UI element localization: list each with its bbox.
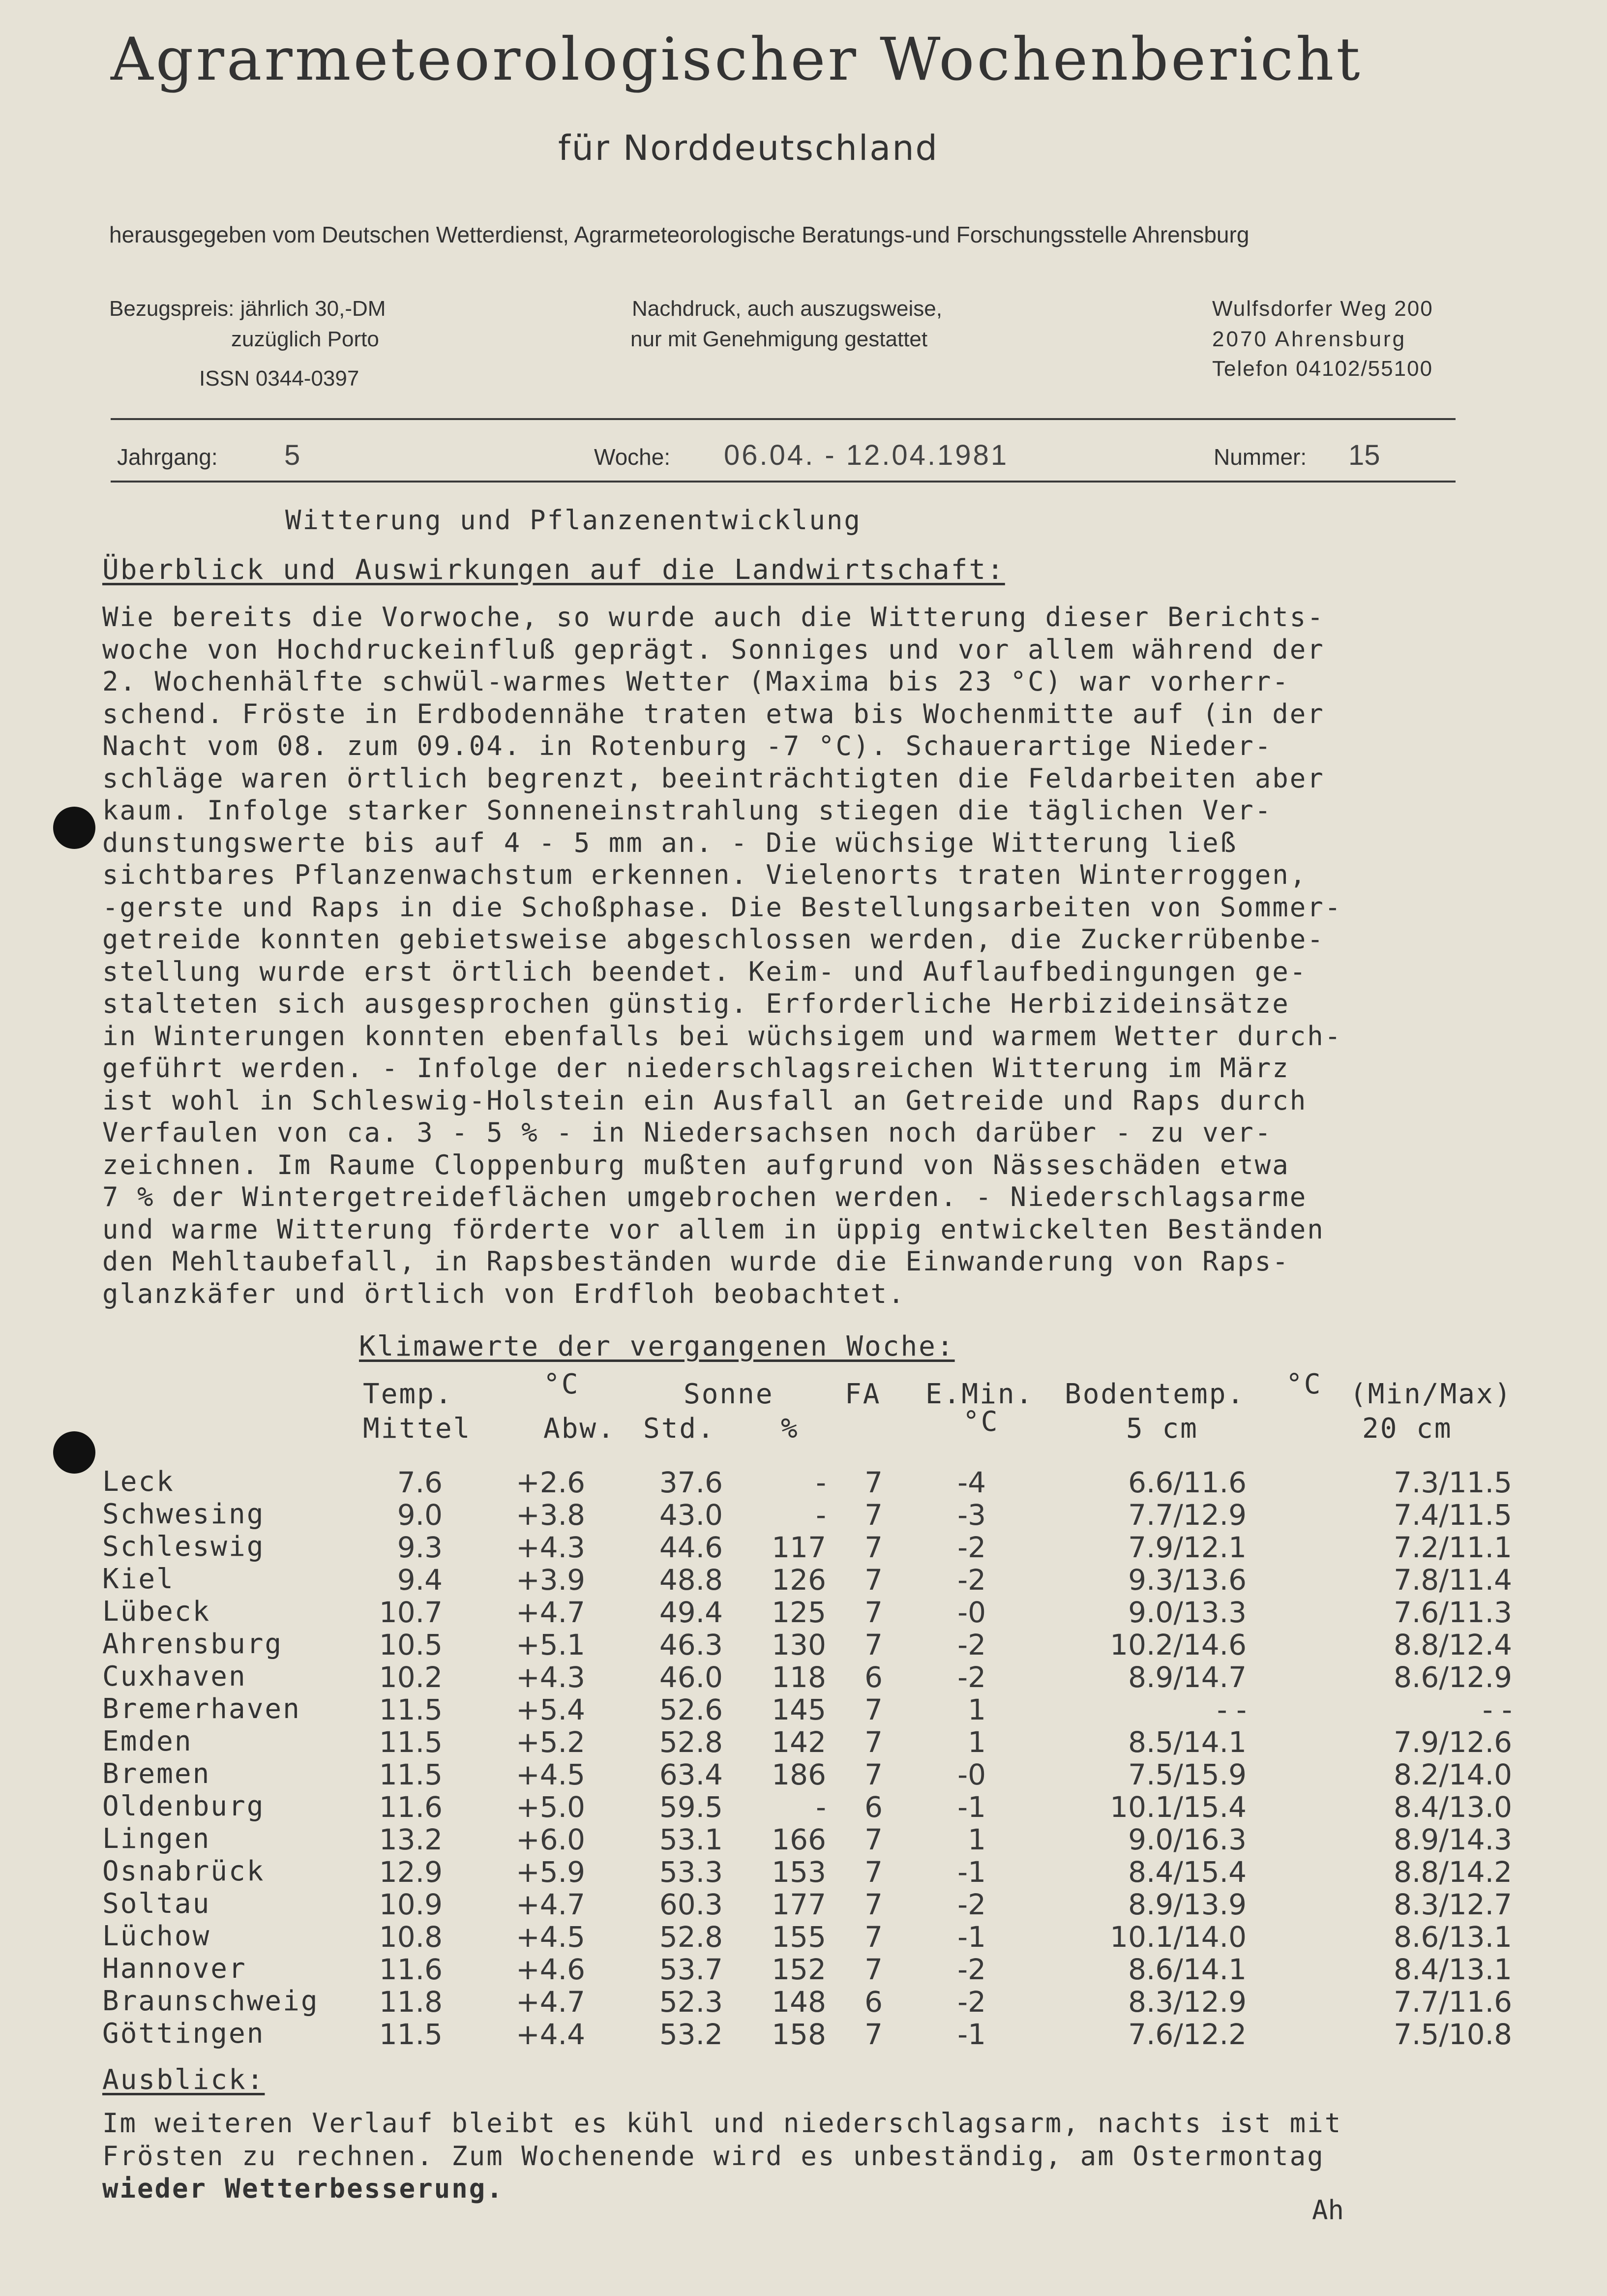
signature: Ah bbox=[1312, 2195, 1344, 2226]
publisher-line: herausgegeben vom Deutschen Wetterdienst, Agrarmeteorologische Beratungs-und Forschungsstelle Ahrensburg bbox=[109, 222, 1250, 247]
sonne-std: 59.5 bbox=[659, 1790, 723, 1824]
boden-20cm: 8.4/13.1 bbox=[1394, 1953, 1512, 1986]
col-degc: °C bbox=[543, 1368, 580, 1400]
station-name: Ahrensburg bbox=[102, 1628, 283, 1660]
boden-20cm: 7.4/11.5 bbox=[1394, 1498, 1512, 1532]
sonne-pct: 152 bbox=[772, 1953, 826, 1986]
outlook-heading: Ausblick: bbox=[102, 2064, 265, 2096]
emin-value: -2 bbox=[957, 1563, 986, 1597]
temp-abw: +4.6 bbox=[516, 1953, 585, 1986]
sonne-pct: 125 bbox=[772, 1596, 826, 1629]
sonne-std: 44.6 bbox=[659, 1531, 723, 1564]
fa-value: 7 bbox=[864, 1953, 883, 1986]
fa-value: 7 bbox=[864, 1596, 883, 1629]
sonne-std: 48.8 bbox=[659, 1563, 723, 1597]
sonne-pct: 142 bbox=[772, 1725, 826, 1759]
address-line-3: Telefon 04102/55100 bbox=[1212, 357, 1433, 381]
station-name: Bremen bbox=[102, 1758, 211, 1790]
overview-line: den Mehltaubefall, in Rapsbeständen wurde die Einwanderung von Raps- bbox=[102, 1246, 1290, 1277]
emin-value: -2 bbox=[957, 1985, 986, 2019]
temp-mittel: 11.5 bbox=[379, 1758, 443, 1791]
boden-20cm: 7.8/11.4 bbox=[1394, 1563, 1512, 1597]
boden-20cm: 7.7/11.6 bbox=[1394, 1985, 1512, 2019]
station-name: Göttingen bbox=[102, 2018, 265, 2050]
fa-value: 6 bbox=[864, 1661, 883, 1694]
temp-abw: +4.4 bbox=[516, 2018, 585, 2051]
fa-value: 7 bbox=[864, 1758, 883, 1791]
station-name: Schleswig bbox=[102, 1531, 265, 1563]
col-mittel: Mittel bbox=[363, 1413, 472, 1445]
temp-mittel: 9.3 bbox=[397, 1531, 443, 1564]
boden-5cm: 7.6/12.2 bbox=[1128, 2018, 1247, 2051]
fa-value: 7 bbox=[864, 1855, 883, 1889]
price-line-1: Bezugspreis: jährlich 30,-DM bbox=[109, 297, 386, 321]
overview-line: geführt werden. - Infolge der niederschlagsreichen Witterung im März bbox=[102, 1053, 1290, 1084]
sonne-pct: - bbox=[816, 1466, 826, 1499]
overview-line: 2. Wochenhälfte schwül-warmes Wetter (Maxima bis 23 °C) war vorherr- bbox=[102, 666, 1290, 697]
reprint-line-2: nur mit Genehmigung gestattet bbox=[630, 327, 928, 351]
address-line-2: 2070 Ahrensburg bbox=[1212, 327, 1407, 351]
overview-line: schend. Fröste in Erdbodennähe traten etwa bis Wochenmitte auf (in der bbox=[102, 698, 1325, 729]
boden-5cm: 7.7/12.9 bbox=[1128, 1498, 1247, 1532]
boden-5cm: 6.6/11.6 bbox=[1128, 1466, 1247, 1499]
nummer-value: 15 bbox=[1348, 439, 1380, 471]
station-name: Oldenburg bbox=[102, 1790, 265, 1822]
temp-abw: +4.5 bbox=[516, 1758, 585, 1791]
sonne-std: 52.3 bbox=[659, 1985, 723, 2019]
boden-5cm: 10.1/15.4 bbox=[1110, 1790, 1247, 1824]
address-line-1: Wulfsdorfer Weg 200 bbox=[1212, 297, 1433, 321]
boden-5cm: 9.0/16.3 bbox=[1128, 1823, 1247, 1856]
sonne-std: 60.3 bbox=[659, 1888, 723, 1921]
sonne-std: 52.8 bbox=[659, 1725, 723, 1759]
temp-abw: +5.1 bbox=[516, 1628, 585, 1662]
col-20cm: 20 cm bbox=[1362, 1413, 1453, 1445]
station-name: Emden bbox=[102, 1725, 193, 1757]
price-line-2: zuzüglich Porto bbox=[231, 327, 379, 351]
emin-value: -2 bbox=[957, 1628, 986, 1662]
nummer-label: Nummer: bbox=[1214, 444, 1307, 470]
sonne-pct: 148 bbox=[772, 1985, 826, 2019]
col-pct: % bbox=[781, 1413, 799, 1445]
overview-line: ist wohl in Schleswig-Holstein ein Ausfall an Getreide und Raps durch bbox=[102, 1085, 1308, 1116]
boden-5cm: - - bbox=[1217, 1693, 1247, 1726]
boden-20cm: 8.6/13.1 bbox=[1394, 1920, 1512, 1954]
overview-line: 7 % der Wintergetreideflächen umgebrochen werden. - Niederschlagsarme bbox=[102, 1181, 1308, 1212]
outlook-line-1: Im weiteren Verlauf bleibt es kühl und niederschlagsarm, nachts ist mit bbox=[102, 2108, 1342, 2139]
boden-20cm: 7.6/11.3 bbox=[1394, 1596, 1512, 1629]
temp-abw: +4.5 bbox=[516, 1920, 585, 1954]
boden-20cm: 7.9/12.6 bbox=[1394, 1725, 1512, 1759]
overview-line: zeichnen. Im Raume Cloppenburg mußten aufgrund von Nässeschäden etwa bbox=[102, 1149, 1290, 1180]
boden-20cm: 8.2/14.0 bbox=[1394, 1758, 1512, 1791]
sonne-pct: 145 bbox=[772, 1693, 826, 1726]
overview-line: und warme Witterung förderte vor allem in üppig entwickelten Beständen bbox=[102, 1213, 1325, 1245]
sonne-pct: 155 bbox=[772, 1920, 826, 1954]
sonne-pct: 158 bbox=[772, 2018, 826, 2051]
overview-line: stalteten sich ausgesprochen günstig. Erforderliche Herbizideinsätze bbox=[102, 988, 1290, 1019]
temp-mittel: 11.6 bbox=[379, 1790, 443, 1824]
sonne-std: 37.6 bbox=[659, 1466, 723, 1499]
overview-line: glanzkäfer und örtlich von Erdfloh beobachtet. bbox=[102, 1278, 906, 1309]
boden-5cm: 8.9/14.7 bbox=[1128, 1661, 1247, 1694]
overview-line: woche von Hochdruckeinfluß geprägt. Sonniges und vor allem während der bbox=[102, 634, 1325, 665]
temp-mittel: 11.8 bbox=[379, 1985, 443, 2019]
boden-5cm: 8.4/15.4 bbox=[1128, 1855, 1247, 1889]
station-name: Lüchow bbox=[102, 1920, 211, 1952]
col-temp: Temp. bbox=[363, 1378, 453, 1410]
temp-abw: +2.6 bbox=[516, 1466, 585, 1499]
overview-line: stellung wurde erst örtlich beendet. Keim- und Auflaufbedingungen ge- bbox=[102, 956, 1308, 987]
station-name: Bremerhaven bbox=[102, 1693, 301, 1725]
fa-value: 6 bbox=[864, 1790, 883, 1824]
sonne-std: 46.3 bbox=[659, 1628, 723, 1662]
station-name: Lingen bbox=[102, 1823, 211, 1855]
col-std: Std. bbox=[643, 1413, 715, 1445]
temp-mittel: 9.0 bbox=[397, 1498, 443, 1532]
temp-abw: +5.0 bbox=[516, 1790, 585, 1824]
overview-line: Wie bereits die Vorwoche, so wurde auch die Witterung dieser Berichts- bbox=[102, 602, 1325, 633]
station-name: Kiel bbox=[102, 1563, 175, 1595]
boden-20cm: 8.8/12.4 bbox=[1394, 1628, 1512, 1662]
boden-5cm: 9.0/13.3 bbox=[1128, 1596, 1247, 1629]
punch-hole-bottom bbox=[53, 1431, 95, 1474]
temp-abw: +6.0 bbox=[516, 1823, 585, 1856]
fa-value: 7 bbox=[864, 1563, 883, 1597]
temp-mittel: 11.5 bbox=[379, 2018, 443, 2051]
emin-value: -1 bbox=[957, 1855, 986, 1889]
rule-top bbox=[111, 418, 1456, 420]
boden-20cm: 8.6/12.9 bbox=[1394, 1661, 1512, 1694]
boden-5cm: 7.5/15.9 bbox=[1128, 1758, 1247, 1791]
station-name: Osnabrück bbox=[102, 1855, 265, 1887]
jahrgang-label: Jahrgang: bbox=[117, 444, 218, 470]
punch-hole-top bbox=[53, 807, 95, 849]
temp-mittel: 10.8 bbox=[379, 1920, 443, 1954]
sonne-pct: 130 bbox=[772, 1628, 826, 1662]
fa-value: 7 bbox=[864, 1725, 883, 1759]
temp-abw: +4.3 bbox=[516, 1661, 585, 1694]
sonne-pct: 177 bbox=[772, 1888, 826, 1921]
station-name: Schwesing bbox=[102, 1498, 265, 1530]
temp-abw: +5.9 bbox=[516, 1855, 585, 1889]
boden-5cm: 8.6/14.1 bbox=[1128, 1953, 1247, 1986]
temp-abw: +4.7 bbox=[516, 1985, 585, 2019]
sonne-std: 53.1 bbox=[659, 1823, 723, 1856]
document-subtitle: für Norddeutschland bbox=[558, 128, 939, 168]
boden-20cm: 8.4/13.0 bbox=[1394, 1790, 1512, 1824]
temp-abw: +3.8 bbox=[516, 1498, 585, 1532]
rule-bottom bbox=[111, 481, 1456, 483]
overview-line: dunstungswerte bis auf 4 - 5 mm an. - Die wüchsige Witterung ließ bbox=[102, 827, 1238, 858]
outlook-line-3: wieder Wetterbesserung. bbox=[102, 2173, 504, 2204]
sonne-std: 63.4 bbox=[659, 1758, 723, 1791]
col-degc-2: °C bbox=[1286, 1368, 1322, 1400]
sonne-pct: 117 bbox=[772, 1531, 826, 1564]
sonne-pct: 166 bbox=[772, 1823, 826, 1856]
col-boden: Bodentemp. bbox=[1065, 1378, 1246, 1410]
temp-mittel: 11.6 bbox=[379, 1953, 443, 1986]
temp-mittel: 11.5 bbox=[379, 1725, 443, 1759]
overview-line: sichtbares Pflanzenwachstum erkennen. Vielenorts traten Winterroggen, bbox=[102, 859, 1308, 890]
sonne-std: 53.3 bbox=[659, 1855, 723, 1889]
emin-value: 1 bbox=[968, 1693, 986, 1726]
temp-abw: +5.4 bbox=[516, 1693, 585, 1726]
temp-mittel: 7.6 bbox=[397, 1466, 443, 1499]
boden-20cm: - - bbox=[1482, 1693, 1512, 1726]
emin-value: -0 bbox=[957, 1758, 986, 1791]
temp-mittel: 10.5 bbox=[379, 1628, 443, 1662]
col-5cm: 5 cm bbox=[1126, 1413, 1198, 1445]
fa-value: 7 bbox=[864, 1531, 883, 1564]
climate-heading: Klimawerte der vergangenen Woche: bbox=[359, 1330, 955, 1362]
emin-value: -2 bbox=[957, 1531, 986, 1564]
emin-value: -2 bbox=[957, 1661, 986, 1694]
station-name: Leck bbox=[102, 1466, 175, 1498]
temp-mittel: 10.2 bbox=[379, 1661, 443, 1694]
col-abw: Abw. bbox=[543, 1413, 616, 1445]
temp-mittel: 11.5 bbox=[379, 1693, 443, 1726]
sonne-std: 43.0 bbox=[659, 1498, 723, 1532]
sonne-pct: 153 bbox=[772, 1855, 826, 1889]
boden-20cm: 7.3/11.5 bbox=[1394, 1466, 1512, 1499]
overview-line: kaum. Infolge starker Sonneneinstrahlung stiegen die täglichen Ver- bbox=[102, 795, 1273, 826]
issn: ISSN 0344-0397 bbox=[199, 366, 359, 391]
overview-line: getreide konnten gebietsweise abgeschlossen werden, die Zuckerrübenbe- bbox=[102, 924, 1325, 955]
boden-5cm: 8.9/13.9 bbox=[1128, 1888, 1247, 1921]
sonne-pct: 186 bbox=[772, 1758, 826, 1791]
woche-value: 06.04. - 12.04.1981 bbox=[724, 439, 1009, 471]
sonne-pct: 126 bbox=[772, 1563, 826, 1597]
fa-value: 7 bbox=[864, 1498, 883, 1532]
outlook-line-2: Frösten zu rechnen. Zum Wochenende wird es unbeständig, am Ostermontag bbox=[102, 2141, 1325, 2172]
boden-5cm: 7.9/12.1 bbox=[1128, 1531, 1247, 1564]
fa-value: 6 bbox=[864, 1985, 883, 2019]
overview-body bbox=[102, 601, 1342, 1310]
sonne-pct: - bbox=[816, 1498, 826, 1532]
woche-label: Woche: bbox=[594, 444, 671, 470]
col-emin-unit: °C bbox=[963, 1406, 999, 1438]
boden-5cm: 8.3/12.9 bbox=[1128, 1985, 1247, 2019]
fa-value: 7 bbox=[864, 1920, 883, 1954]
col-fa: FA bbox=[845, 1378, 881, 1410]
station-name: Soltau bbox=[102, 1888, 211, 1920]
emin-value: 1 bbox=[968, 1725, 986, 1759]
sonne-pct: - bbox=[816, 1790, 826, 1824]
col-emin: E.Min. bbox=[925, 1378, 1034, 1410]
sonne-std: 49.4 bbox=[659, 1596, 723, 1629]
overview-heading: Überblick und Auswirkungen auf die Landwirtschaft: bbox=[102, 554, 1005, 586]
temp-mittel: 9.4 bbox=[397, 1563, 443, 1597]
temp-abw: +5.2 bbox=[516, 1725, 585, 1759]
temp-abw: +4.7 bbox=[516, 1888, 585, 1921]
sonne-std: 46.0 bbox=[659, 1661, 723, 1694]
emin-value: -2 bbox=[957, 1953, 986, 1986]
boden-20cm: 8.9/14.3 bbox=[1394, 1823, 1512, 1856]
boden-20cm: 8.8/14.2 bbox=[1394, 1855, 1512, 1889]
jahrgang-value: 5 bbox=[284, 439, 300, 471]
fa-value: 7 bbox=[864, 1628, 883, 1662]
boden-5cm: 8.5/14.1 bbox=[1128, 1725, 1247, 1759]
overview-line: -gerste und Raps in die Schoßphase. Die Bestellungsarbeiten von Sommer- bbox=[102, 891, 1342, 923]
station-name: Hannover bbox=[102, 1953, 247, 1985]
temp-abw: +4.3 bbox=[516, 1531, 585, 1564]
station-name: Lübeck bbox=[102, 1596, 211, 1628]
fa-value: 7 bbox=[864, 1823, 883, 1856]
temp-mittel: 10.9 bbox=[379, 1888, 443, 1921]
boden-5cm: 10.2/14.6 bbox=[1110, 1628, 1247, 1662]
fa-value: 7 bbox=[864, 1693, 883, 1726]
overview-line: in Winterungen konnten ebenfalls bei wüchsigem und warmem Wetter durch- bbox=[102, 1020, 1342, 1052]
emin-value: -1 bbox=[957, 2018, 986, 2051]
fa-value: 7 bbox=[864, 1888, 883, 1921]
emin-value: -0 bbox=[957, 1596, 986, 1629]
emin-value: -2 bbox=[957, 1888, 986, 1921]
fa-value: 7 bbox=[864, 1466, 883, 1499]
boden-5cm: 9.3/13.6 bbox=[1128, 1563, 1247, 1597]
sonne-std: 52.8 bbox=[659, 1920, 723, 1954]
section-title: Witterung und Pflanzenentwicklung bbox=[285, 505, 862, 536]
col-sonne: Sonne bbox=[684, 1378, 774, 1410]
station-name: Braunschweig bbox=[102, 1985, 319, 2017]
fa-value: 7 bbox=[864, 2018, 883, 2051]
temp-abw: +4.7 bbox=[516, 1596, 585, 1629]
emin-value: -1 bbox=[957, 1920, 986, 1954]
temp-abw: +3.9 bbox=[516, 1563, 585, 1597]
emin-value: 1 bbox=[968, 1823, 986, 1856]
emin-value: -4 bbox=[957, 1466, 986, 1499]
sonne-std: 52.6 bbox=[659, 1693, 723, 1726]
col-minmax: (Min/Max) bbox=[1350, 1378, 1513, 1410]
boden-20cm: 7.2/11.1 bbox=[1394, 1531, 1512, 1564]
overview-line: Nacht vom 08. zum 09.04. in Rotenburg -7 °C). Schauerartige Nieder- bbox=[102, 730, 1273, 761]
temp-mittel: 13.2 bbox=[379, 1823, 443, 1856]
temp-mittel: 12.9 bbox=[379, 1855, 443, 1889]
station-name: Cuxhaven bbox=[102, 1661, 247, 1692]
sonne-pct: 118 bbox=[772, 1661, 826, 1694]
overview-line: Verfaulen von ca. 3 - 5 % - in Niedersachsen noch darüber - zu ver- bbox=[102, 1117, 1273, 1148]
document-title: Agrarmeteorologischer Wochenbericht bbox=[111, 26, 1363, 94]
reprint-line-1: Nachdruck, auch auszugsweise, bbox=[632, 297, 942, 321]
sonne-std: 53.7 bbox=[659, 1953, 723, 1986]
emin-value: -3 bbox=[957, 1498, 986, 1532]
boden-20cm: 7.5/10.8 bbox=[1394, 2018, 1512, 2051]
boden-5cm: 10.1/14.0 bbox=[1110, 1920, 1247, 1954]
emin-value: -1 bbox=[957, 1790, 986, 1824]
sonne-std: 53.2 bbox=[659, 2018, 723, 2051]
temp-mittel: 10.7 bbox=[379, 1596, 443, 1629]
boden-20cm: 8.3/12.7 bbox=[1394, 1888, 1512, 1921]
overview-line: schläge waren örtlich begrenzt, beeinträchtigten die Feldarbeiten aber bbox=[102, 762, 1325, 794]
